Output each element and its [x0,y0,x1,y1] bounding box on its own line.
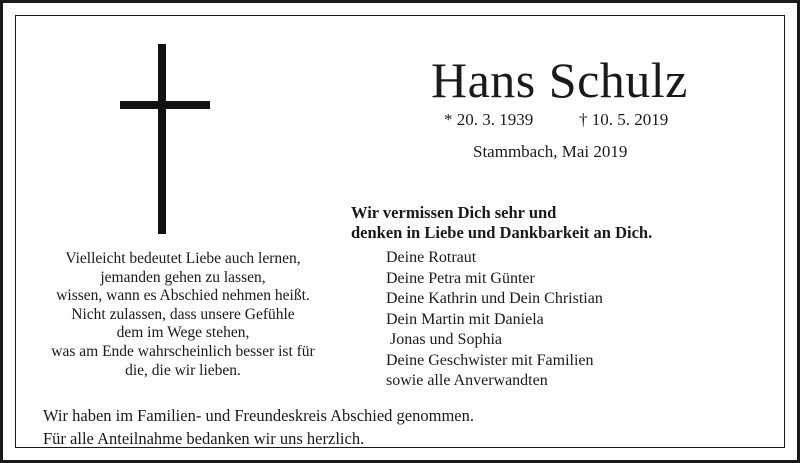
signer: Deine Geschwister mit Familien [386,351,594,369]
poem-line: jemanden gehen zu lassen, [100,268,266,286]
poem-line: Nicht zulassen, dass unsere Gefühle [71,305,295,323]
place-and-date: Stammbach, Mai 2019 [473,142,628,161]
poem-line: was am Ende wahrscheinlich besser ist für [51,342,315,360]
poem-line: wissen, wann es Abschied nehmen heißt. [56,287,310,305]
signer: sowie alle Anverwandten [386,372,548,389]
closing-line: Für alle Anteilnahme bedanken wir uns herzlich. [43,429,365,448]
signer: Dein Martin mit Daniela [386,310,544,328]
signer: Deine Kathrin und Dein Christian [386,290,603,307]
death-date: † 10. 5. 2019 [579,110,669,129]
cross-horizontal-beam [120,101,210,109]
signer: Deine Rotraut [386,249,477,266]
deceased-name: Hans Schulz [431,52,688,108]
birth-date: * 20. 3. 1939 [444,110,534,129]
poem-line: die, die wir lieben. [125,361,241,379]
signers-list [386,248,603,392]
tribute-text [351,203,652,243]
cross-vertical-beam [158,44,166,234]
tribute-line: Wir vermissen Dich sehr und [351,203,557,222]
poem [33,250,333,380]
tribute-line: denken in Liebe und Dankbarkeit an Dich. [351,223,653,242]
closing-text [43,404,474,450]
signer: Jonas und Sophia [386,331,502,348]
signer: Deine Petra mit Günter [386,269,535,287]
poem-line: dem im Wege stehen, [116,324,250,342]
closing-line: Wir haben im Familien- und Freundeskreis Abschied genommen. [43,406,474,425]
poem-line: Vielleicht bedeutet Liebe auch lernen, [65,250,301,267]
cross-icon [120,44,210,234]
